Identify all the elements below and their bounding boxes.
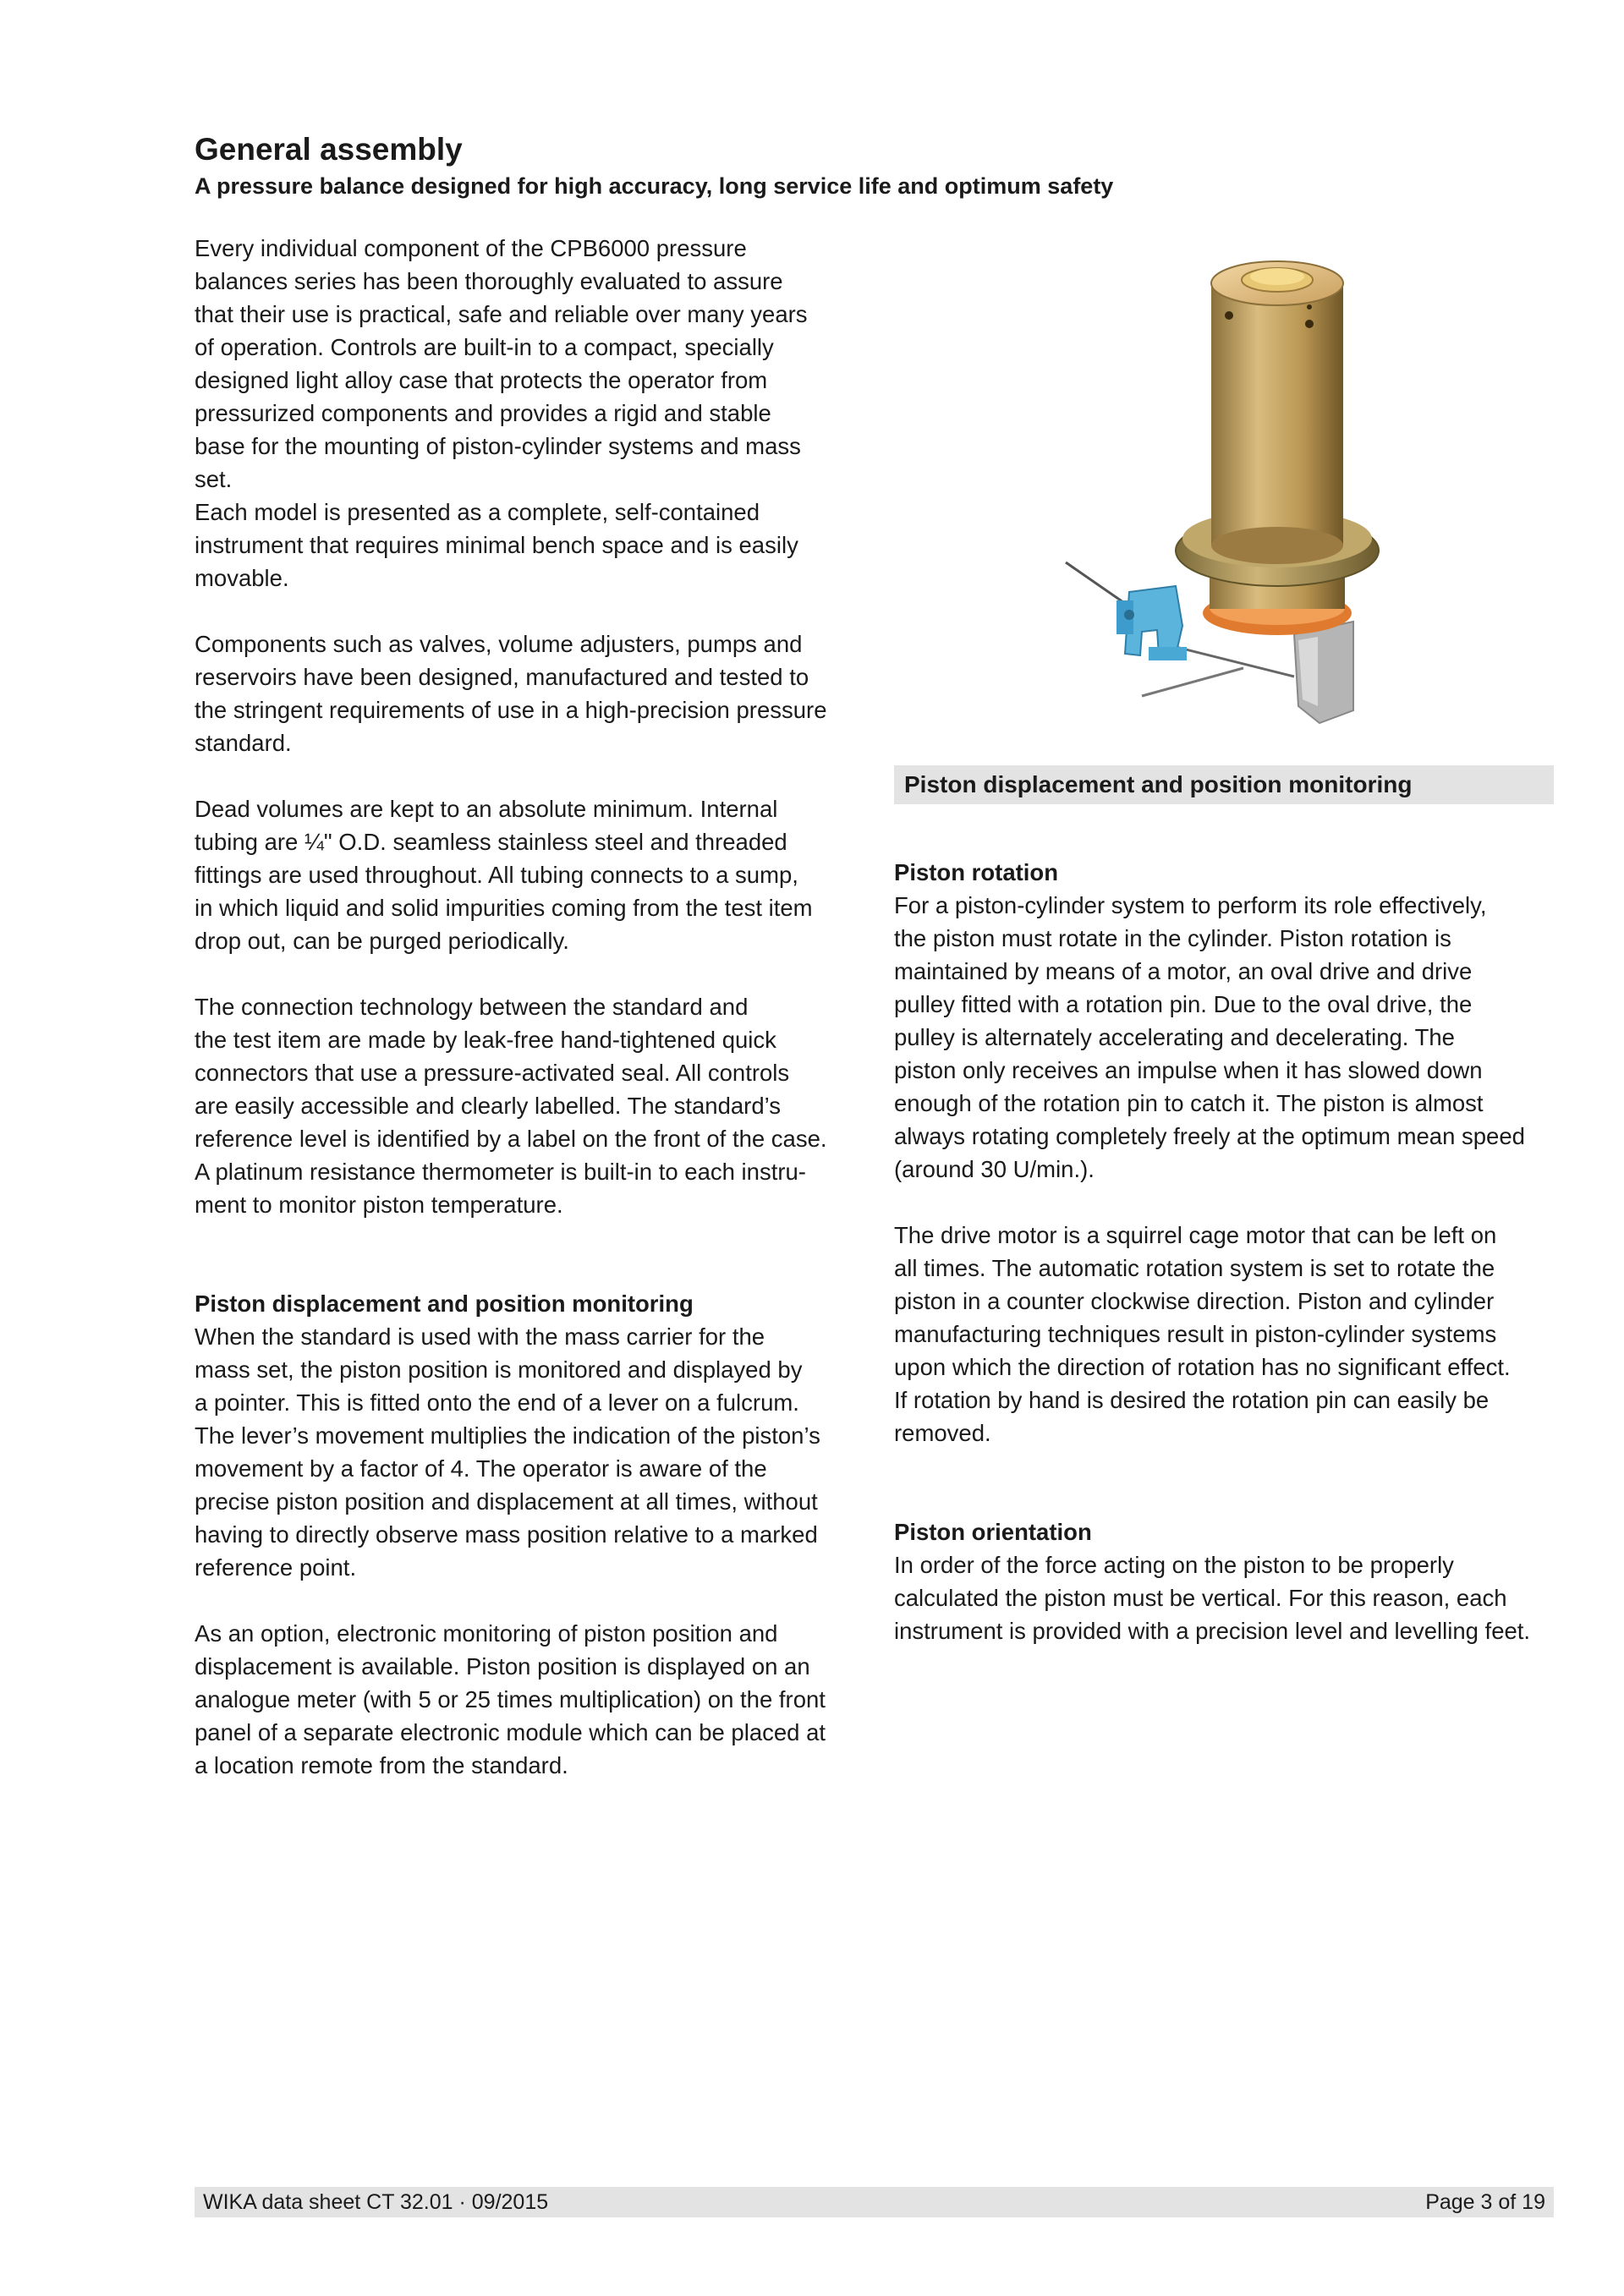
text-line: Components such as valves, volume adjusters, pumps and xyxy=(195,631,803,657)
orientation-paragraph xyxy=(894,1548,1562,1647)
text-line: reference point. xyxy=(195,1554,357,1581)
text-line: a pointer. This is fitted onto the end of a lever on a fulcrum. xyxy=(195,1389,799,1416)
text-line: having to directly observe mass position relative to a marked xyxy=(195,1521,818,1548)
datasheet-reference: WIKA data sheet CT 32.01 · 09/2015 xyxy=(203,2190,549,2214)
text-line: maintained by means of a motor, an oval drive and drive xyxy=(894,958,1473,984)
page-subtitle: A pressure balance designed for high accuracy, long service life and optimum safety xyxy=(195,173,1114,199)
text-line: set. xyxy=(195,466,233,492)
text-line: of operation. Controls are built-in to a compact, specially xyxy=(195,334,774,360)
text-line: manufacturing techniques result in piston-cylinder systems xyxy=(894,1321,1497,1347)
text-line: all times. The automatic rotation system is set to rotate the xyxy=(894,1255,1495,1281)
left-column xyxy=(195,232,871,1782)
text-line: removed. xyxy=(894,1420,991,1446)
dead-volumes-paragraph xyxy=(195,792,871,957)
section-heading-rotation: Piston rotation xyxy=(894,859,1059,885)
text-line: panel of a separate electronic module which can be placed at xyxy=(195,1719,826,1745)
text-line: instrument that requires minimal bench space and is easily xyxy=(195,532,798,558)
rotation-paragraph xyxy=(894,889,1562,1186)
text-line: reference level is identified by a label on the front of the case. xyxy=(195,1126,827,1152)
text-line: standard. xyxy=(195,730,292,756)
text-line: base for the mounting of piston-cylinder systems and mass xyxy=(195,433,801,459)
text-line: always rotating completely freely at the optimum mean speed xyxy=(894,1123,1525,1149)
text-line: mass set, the piston position is monitored and displayed by xyxy=(195,1356,803,1383)
text-line: the test item are made by leak-free hand-tightened quick xyxy=(195,1027,776,1053)
text-line: designed light alloy case that protects the operator from xyxy=(195,367,768,393)
text-line: A platinum resistance thermometer is built-in to each instru- xyxy=(195,1159,806,1185)
page-number: Page 3 of 19 xyxy=(1425,2190,1545,2214)
text-line: upon which the direction of rotation has no significant effect. xyxy=(894,1354,1511,1380)
drive-motor-paragraph xyxy=(894,1219,1562,1449)
text-line: When the standard is used with the mass carrier for the xyxy=(195,1323,765,1350)
text-line: are easily accessible and clearly labelled. The standard’s xyxy=(195,1093,781,1119)
text-line: pressurized components and provides a rigid and stable xyxy=(195,400,771,426)
text-line: The connection technology between the standard and xyxy=(195,994,749,1020)
text-line: instrument is provided with a precision level and levelling feet. xyxy=(894,1618,1531,1644)
section-heading-displacement: Piston displacement and position monitoring xyxy=(195,1290,694,1317)
text-line: The drive motor is a squirrel cage motor that can be left on xyxy=(894,1222,1497,1248)
section-heading-orientation: Piston orientation xyxy=(894,1519,1092,1545)
text-line: the stringent requirements of use in a high-precision pressure xyxy=(195,697,827,723)
intro-paragraph xyxy=(195,232,871,595)
text-line: ment to monitor piston temperature. xyxy=(195,1192,563,1218)
text-line: connectors that use a pressure-activated seal. All controls xyxy=(195,1060,790,1086)
right-column xyxy=(894,856,1562,1647)
text-line: a location remote from the standard. xyxy=(195,1752,568,1778)
text-line: pulley fitted with a rotation pin. Due to the oval drive, the xyxy=(894,991,1473,1017)
text-line: enough of the rotation pin to catch it. The piston is almost xyxy=(894,1090,1484,1116)
page-footer xyxy=(195,2187,1554,2217)
figure-caption: Piston displacement and position monitoring xyxy=(904,771,1413,797)
text-line: Every individual component of the CPB6000 pressure xyxy=(195,235,747,261)
text-line: movement by a factor of 4. The operator is aware of the xyxy=(195,1455,767,1482)
text-line: For a piston-cylinder system to perform its role effectively, xyxy=(894,892,1487,918)
text-line: analogue meter (with 5 or 25 times multiplication) on the front xyxy=(195,1686,826,1712)
text-line: Each model is presented as a complete, self-contained xyxy=(195,499,760,525)
text-line: As an option, electronic monitoring of piston position and xyxy=(195,1620,778,1647)
text-line: pulley is alternately accelerating and decelerating. The xyxy=(894,1024,1455,1050)
text-line: drop out, can be purged periodically. xyxy=(195,928,569,954)
piston-cylinder-illustration xyxy=(1049,249,1404,740)
text-line: reservoirs have been designed, manufactured and tested to xyxy=(195,664,809,690)
text-line: Dead volumes are kept to an absolute minimum. Internal xyxy=(195,796,778,822)
text-line: that their use is practical, safe and reliable over many years xyxy=(195,301,808,327)
connection-paragraph xyxy=(195,990,871,1221)
text-line: displacement is available. Piston position is displayed on an xyxy=(195,1653,810,1680)
text-line: in which liquid and solid impurities coming from the test item xyxy=(195,895,813,921)
text-line: tubing are ¼" O.D. seamless stainless steel and threaded xyxy=(195,829,787,855)
text-line: balances series has been thoroughly evaluated to assure xyxy=(195,268,783,294)
text-line: If rotation by hand is desired the rotation pin can easily be xyxy=(894,1387,1490,1413)
figure-caption-bar xyxy=(894,765,1554,804)
text-line: movable. xyxy=(195,565,289,591)
text-line: the piston must rotate in the cylinder. Piston rotation is xyxy=(894,925,1451,951)
text-line: fittings are used throughout. All tubing connects to a sump, xyxy=(195,862,798,888)
text-line: precise piston position and displacement at all times, without xyxy=(195,1488,818,1515)
text-line: piston in a counter clockwise direction. Piston and cylinder xyxy=(894,1288,1495,1314)
electronic-monitoring-paragraph xyxy=(195,1617,871,1782)
text-line: calculated the piston must be vertical. For this reason, each xyxy=(894,1585,1507,1611)
components-paragraph xyxy=(195,627,871,759)
displacement-paragraph xyxy=(195,1320,871,1584)
text-line: In order of the force acting on the piston to be properly xyxy=(894,1552,1454,1578)
text-line: The lever’s movement multiplies the indication of the piston’s xyxy=(195,1422,820,1449)
text-line: piston only receives an impulse when it has slowed down xyxy=(894,1057,1483,1083)
text-line: (around 30 U/min.). xyxy=(894,1156,1095,1182)
page-title: General assembly xyxy=(195,132,463,167)
